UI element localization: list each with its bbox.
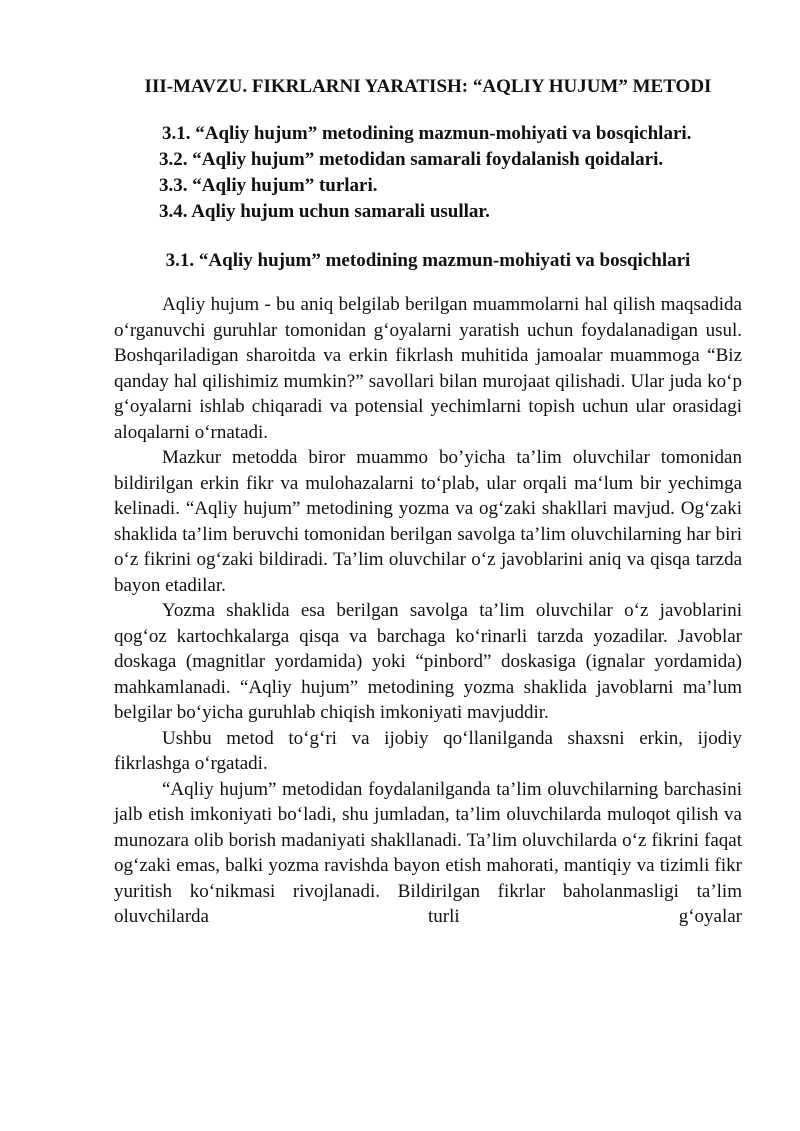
- toc-item-3-3: 3.3. “Aqliy hujum” turlari.: [159, 175, 378, 196]
- toc-item-3-1: 3.1. “Aqliy hujum” metodining mazmun-mohiyati va bosqichlari.: [162, 123, 692, 144]
- document-page: [114, 74, 742, 930]
- paragraph: “Aqliy hujum” metodidan foydalanilganda ta’lim oluvchilarning barchasini jalb etish imkoniyati boʻladi, shu jumladan, ta’lim oluvchilarda muloqot qilish va munozara olib borish madaniyati shakllanadi. Ta’lim oluvchilarda oʻz fikrini faqat ogʻzaki emas, balki yozma ravishda bayon etish mahorati, mantiqiy va tizimli fikr yuritish koʻnikmasi rivojlanadi. Bildirilgan fikrlar baholanmasligi ta’lim oluvchilarda turli gʻoyalar: [114, 778, 742, 927]
- paragraph: Mazkur metodda biror muammo bo’yicha ta’lim oluvchilar tomonidan bildirilgan erkin fikr va mulohazalarni toʻplab, ular orqali maʻlum bir yechimga kelinadi. “Aqliy hujum” metodining yozma va ogʻzaki shakllari mavjud. Ogʻzaki shaklida ta’lim beruvchi tomonidan berilgan savolga ta’lim oluvchilarning har biri oʻz fikrini ogʻzaki bildiradi. Ta’lim oluvchilar oʻz javoblarini aniq va qisqa tarzda bayon etadilar.: [114, 447, 742, 596]
- body-text: [114, 292, 742, 930]
- document-title: III-MAVZU. FIKRLARNI YARATISH: “AQLIY HUJUM” METODI: [144, 76, 712, 97]
- paragraph: Aqliy hujum - bu aniq belgilab berilgan muammolarni hal qilish maqsadida oʻrganuvchi guruhlar tomonidan gʻoyalarni yaratish uchun foydalanadigan usul. Boshqariladigan sharoitda va erkin fikrlash muhitida jamoalar muammoga “Biz qanday hal qilishimiz mumkin?” savollari bilan murojaat qilishadi. Ular juda koʻp gʻoyalarni ishlab chiqaradi va potensial yechimlarni topish uchun ular orasidagi aloqalarni oʻrnatadi.: [114, 294, 742, 443]
- paragraph: Ushbu metod toʻgʻri va ijobiy qoʻllanilganda shaxsni erkin, ijodiy fikrlashga oʻrgatadi.: [114, 727, 742, 774]
- section-heading: 3.1. “Aqliy hujum” metodining mazmun-mohiyati va bosqichlari: [165, 250, 691, 271]
- toc-item-3-4: 3.4. Aqliy hujum uchun samarali usullar.: [159, 201, 490, 222]
- toc-item-3-2: 3.2. “Aqliy hujum” metodidan samarali foydalanish qoidalari.: [159, 149, 664, 170]
- paragraph: Yozma shaklida esa berilgan savolga ta’lim oluvchilar oʻz javoblarini qogʻoz kartochkalarga qisqa va barchaga koʻrinarli tarzda yozadilar. Javoblar doskaga (magnitlar yordamida) yoki “pinbord” doskasiga (ignalar yordamida) mahkamlanadi. “Aqliy hujum” metodining yozma shaklida javoblarni ma’lum belgilar boʻyicha guruhlab chiqish imkoniyati mavjuddir.: [114, 600, 742, 723]
- table-of-contents: [114, 121, 742, 225]
